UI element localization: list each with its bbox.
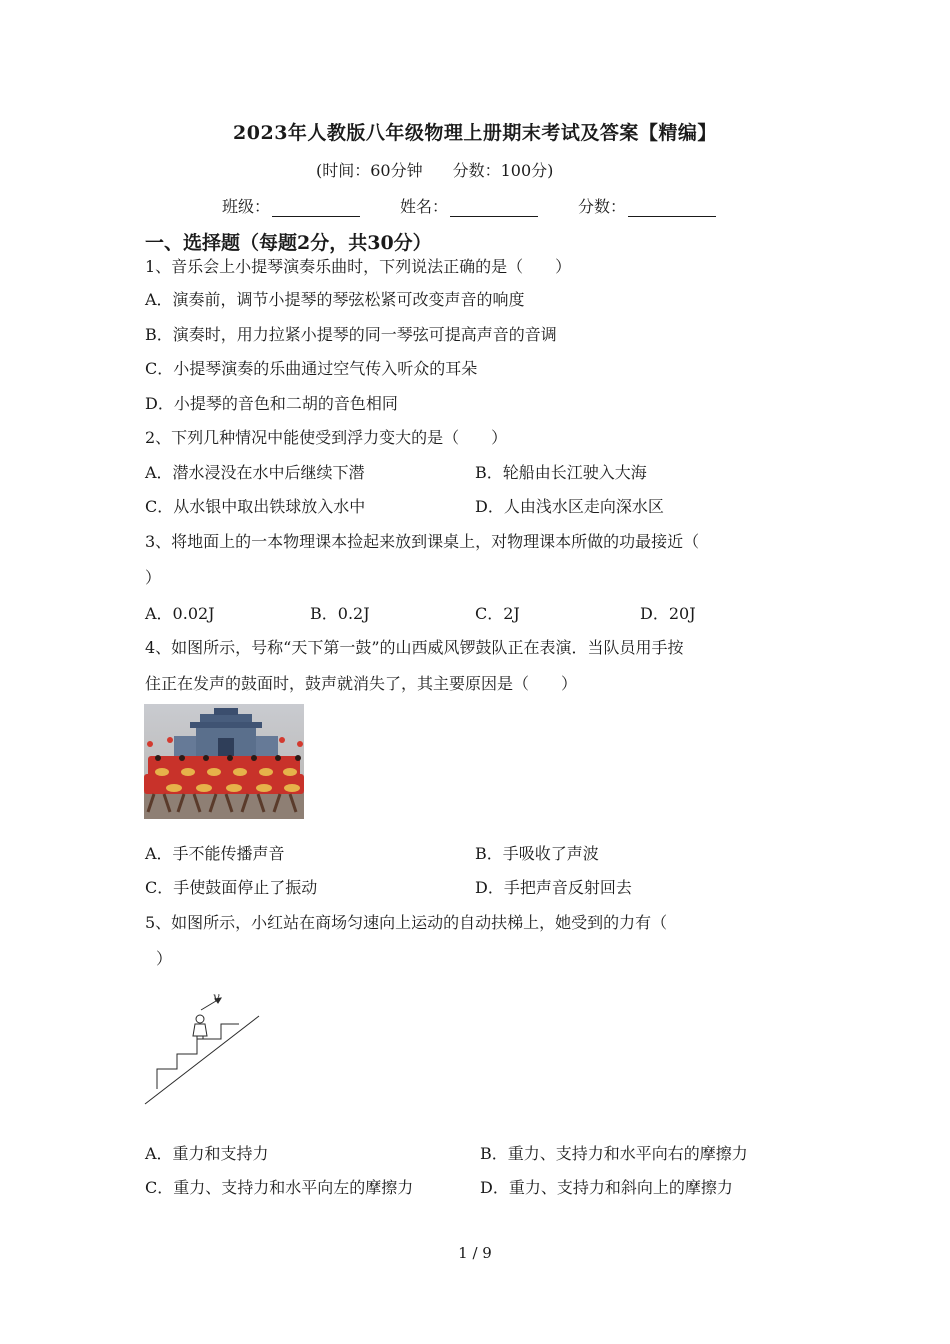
question-3-stem: 3、将地面上的一本物理课本捡起来放到课桌上，对物理课本所做的功最接近（ [145, 532, 700, 551]
drum-performance-photo [144, 704, 304, 819]
question-2-option-d: D．人由浅水区走向深水区 [475, 497, 664, 516]
score-field [578, 194, 716, 217]
page-number: 1 / 9 [458, 1244, 492, 1262]
question-5-option-d: D．重力、支持力和斜向上的摩擦力 [480, 1178, 733, 1197]
name-label: 姓名： [400, 197, 449, 216]
escalator-diagram [143, 988, 263, 1108]
question-1-option-a: A．演奏前，调节小提琴的琴弦松紧可改变声音的响度 [145, 290, 525, 309]
question-1-option-d: D．小提琴的音色和二胡的音色相同 [145, 394, 398, 413]
question-1-option-b: B．演奏时，用力拉紧小提琴的同一琴弦可提高声音的音调 [145, 325, 557, 344]
exam-time: (时间：60分钟 [316, 161, 423, 180]
section-heading: 一、选择题（每题2分，共30分） [145, 232, 432, 254]
question-5-option-c: C．重力、支持力和水平向左的摩擦力 [145, 1178, 414, 1197]
question-1-stem: 1、音乐会上小提琴演奏乐曲时，下列说法正确的是（ ） [145, 257, 572, 276]
question-4-option-c: C．手使鼓面停止了振动 [145, 878, 318, 897]
class-label: 班级： [222, 197, 271, 216]
exam-score: 分数：100分) [452, 161, 554, 180]
question-4-stem: 4、如图所示，号称“天下第一鼓”的山西威风锣鼓队正在表演．当队员用手按 [145, 638, 684, 657]
question-3-option-c: C．2J [475, 604, 520, 623]
exam-info [316, 158, 583, 181]
question-5-stem: 5、如图所示，小红站在商场匀速向上运动的自动扶梯上，她受到的力有（ [145, 913, 668, 932]
question-4-option-b: B．手吸收了声波 [475, 844, 599, 863]
question-3-stem-continued: ） [145, 568, 162, 587]
escalator-figure [143, 988, 263, 1108]
name-blank [450, 198, 538, 217]
drum-performance-illustration [144, 704, 304, 819]
score-label: 分数： [578, 197, 627, 216]
person-icon [193, 1015, 207, 1039]
question-2-option-a: A．潜水浸没在水中后继续下潜 [145, 463, 365, 482]
document-title: 2023年人教版八年级物理上册期末考试及答案【精编】 [233, 122, 717, 144]
velocity-label: v [213, 990, 220, 1004]
question-5-stem-continued: ） [156, 949, 173, 968]
question-5-option-b: B．重力、支持力和水平向右的摩擦力 [480, 1144, 748, 1163]
question-3-option-b: B．0.2J [310, 604, 370, 623]
student-fields [222, 194, 756, 217]
question-4-option-d: D．手把声音反射回去 [475, 878, 632, 897]
question-3-option-a: A．0.02J [145, 604, 215, 623]
question-2-option-b: B．轮船由长江驶入大海 [475, 463, 647, 482]
question-2-stem: 2、下列几种情况中能使受到浮力变大的是（ ） [145, 428, 508, 447]
question-3-option-d: D．20J [640, 604, 696, 623]
score-blank [628, 198, 716, 217]
class-blank [272, 198, 360, 217]
question-1-option-c: C．小提琴演奏的乐曲通过空气传入听众的耳朵 [145, 359, 478, 378]
question-2-option-c: C．从水银中取出铁球放入水中 [145, 497, 366, 516]
question-5-option-a: A．重力和支持力 [145, 1144, 269, 1163]
question-4-stem-continued: 住正在发声的鼓面时，鼓声就消失了，其主要原因是（ ） [145, 674, 578, 693]
class-field [222, 194, 360, 217]
name-field [400, 194, 538, 217]
question-4-option-a: A．手不能传播声音 [145, 844, 285, 863]
